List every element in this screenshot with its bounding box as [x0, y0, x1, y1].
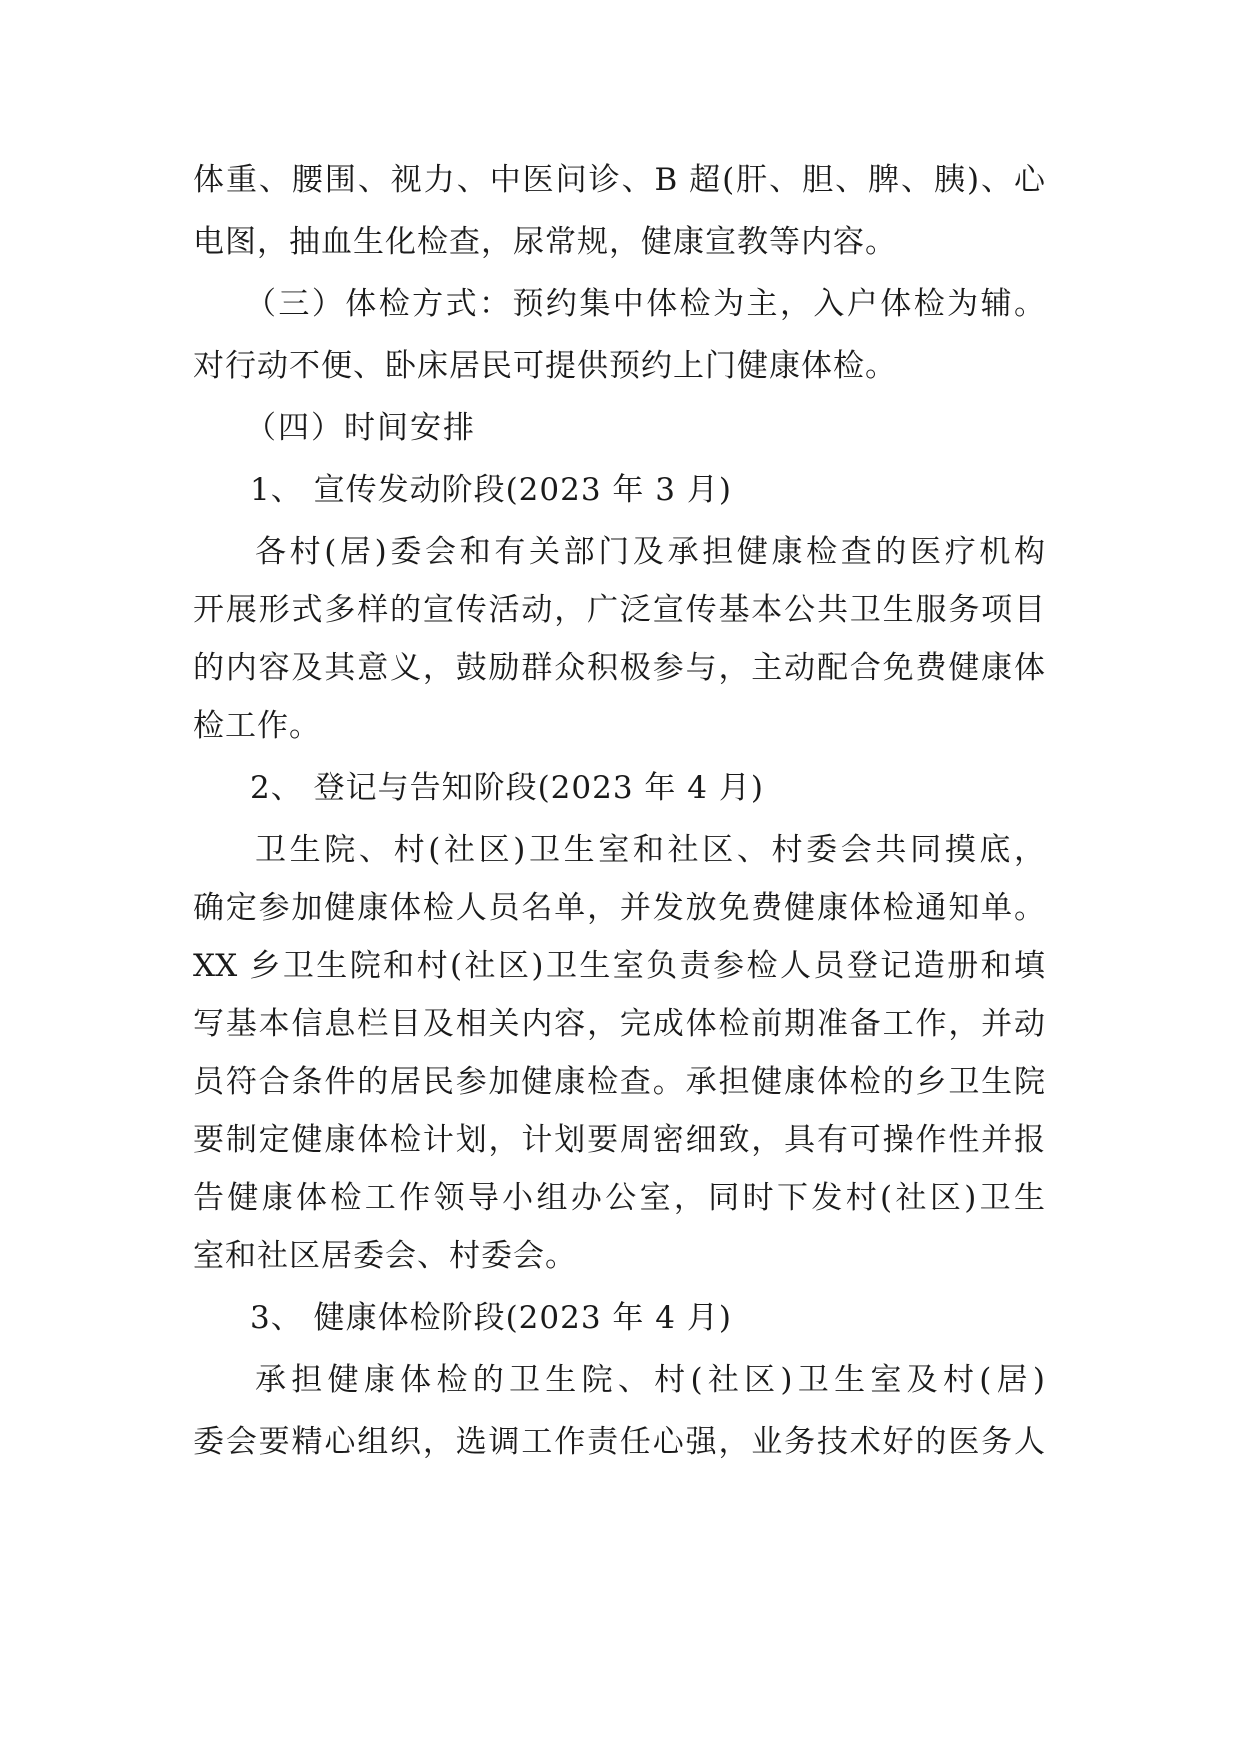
section-heading-3: （三）体检方式：预约集中体检为主，入户体检为辅。 — [245, 286, 1045, 322]
body-text-line: 的内容及其意义，鼓励群众积极参与，主动配合免费健康体 — [193, 650, 1045, 686]
body-text-line: XX 乡卫生院和村(社区)卫生室负责参检人员登记造册和填 — [193, 948, 1045, 984]
body-text-line: 检工作。 — [193, 708, 321, 744]
body-text-line: 体重、腰围、视力、中医问诊、B 超(肝、胆、脾、胰)、心 — [193, 162, 1045, 198]
body-text-line: 室和社区居委会、村委会。 — [193, 1238, 577, 1274]
body-text-line: 确定参加健康体检人员名单，并发放免费健康体检通知单。 — [193, 890, 1045, 926]
body-text-line: 要制定健康体检计划，计划要周密细致，具有可操作性并报 — [193, 1122, 1045, 1158]
stage-heading-2: 2、 登记与告知阶段(2023 年 4 月) — [250, 770, 764, 806]
body-text-line: 电图，抽血生化检查，尿常规，健康宣教等内容。 — [193, 224, 897, 260]
body-text-line: 委会要精心组织，选调工作责任心强，业务技术好的医务人 — [193, 1424, 1045, 1460]
body-text-line: 告健康体检工作领导小组办公室，同时下发村(社区)卫生 — [193, 1180, 1045, 1216]
body-text-line: 各村(居)委会和有关部门及承担健康检查的医疗机构 — [255, 534, 1045, 570]
body-text-line: 员符合条件的居民参加健康检查。承担健康体检的乡卫生院 — [193, 1064, 1045, 1100]
body-text-line: 对行动不便、卧床居民可提供预约上门健康体检。 — [193, 348, 897, 384]
body-text-line: 卫生院、村(社区)卫生室和社区、村委会共同摸底， — [255, 832, 1045, 868]
section-heading-4: （四）时间安排 — [245, 410, 476, 446]
body-text-line: 承担健康体检的卫生院、村(社区)卫生室及村(居) — [255, 1362, 1045, 1398]
stage-heading-1: 1、 宣传发动阶段(2023 年 3 月) — [250, 472, 732, 508]
stage-heading-3: 3、 健康体检阶段(2023 年 4 月) — [250, 1300, 732, 1336]
body-text-line: 开展形式多样的宣传活动，广泛宣传基本公共卫生服务项目 — [193, 592, 1045, 628]
body-text-line: 写基本信息栏目及相关内容，完成体检前期准备工作，并动 — [193, 1006, 1045, 1042]
